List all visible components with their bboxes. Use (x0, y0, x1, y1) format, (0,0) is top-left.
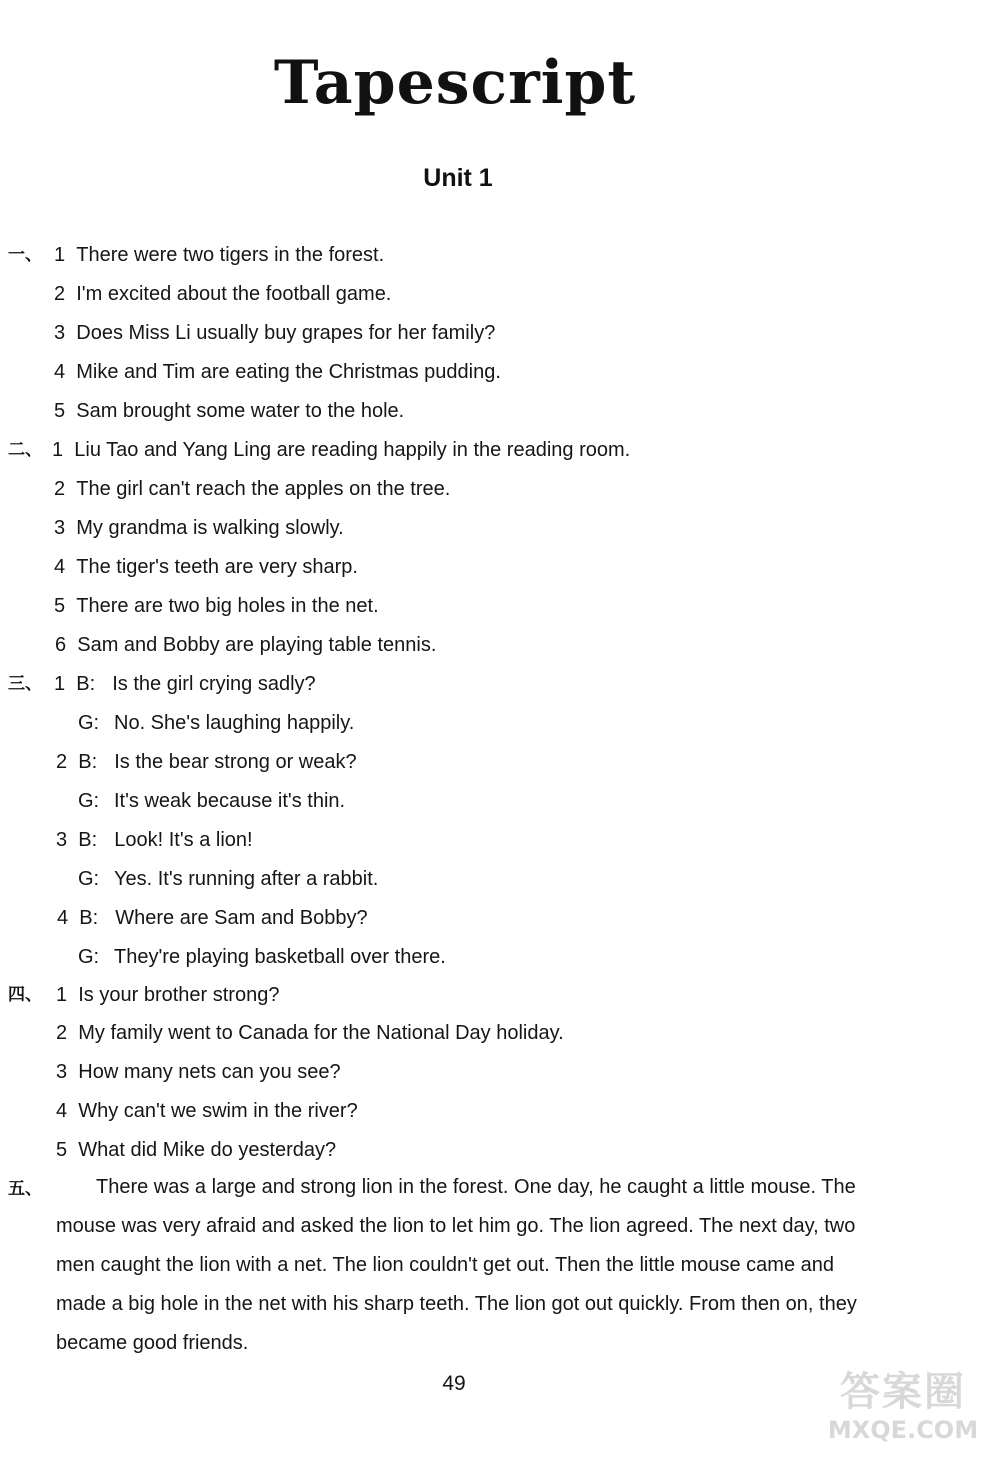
item-number: 3 (56, 829, 68, 851)
item-text: Is your brother strong? (78, 984, 280, 1006)
dialogue-text: They're playing basketball over there. (114, 946, 446, 968)
item-text: How many nets can you see? (78, 1061, 341, 1083)
list-item (56, 982, 279, 1008)
speaker-b-label: B: (79, 907, 99, 929)
dialogue-text: Is the bear strong or weak? (114, 751, 357, 773)
page-number: 49 (442, 1372, 466, 1395)
item-text: Sam brought some water to the hole. (76, 400, 405, 422)
list-item (55, 632, 436, 658)
item-text: What did Mike do yesterday? (78, 1139, 337, 1161)
watermark-text-cn: 答案圈 (840, 1369, 966, 1415)
section-marker-5: 五、 (8, 1179, 42, 1199)
item-text: Why can't we swim in the river? (78, 1100, 358, 1122)
speaker-g-label: G: (78, 790, 100, 812)
page-title: Tapescript (273, 48, 637, 118)
list-item (54, 593, 379, 619)
dialogue-line-g (78, 866, 378, 892)
speaker-g-label: G: (78, 712, 100, 734)
list-item (56, 1059, 341, 1085)
list-item (54, 554, 358, 580)
list-item (56, 1020, 564, 1046)
item-text: Does Miss Li usually buy grapes for her family? (76, 322, 496, 344)
dialogue-line-b (56, 749, 357, 775)
speaker-g-label: G: (78, 868, 100, 890)
dialogue-text: No. She's laughing happily. (114, 712, 355, 734)
item-number: 4 (54, 361, 66, 383)
speaker-b-label: B: (78, 829, 98, 851)
item-number: 3 (56, 1061, 68, 1083)
item-text: The tiger's teeth are very sharp. (76, 556, 358, 578)
section-marker-4: 四、 (8, 985, 42, 1005)
dialogue-text: Where are Sam and Bobby? (115, 907, 368, 929)
list-item (54, 320, 495, 346)
dialogue-text: Is the girl crying sadly? (112, 673, 316, 695)
list-item (54, 359, 501, 385)
item-text: Liu Tao and Yang Ling are reading happily in the reading room. (74, 439, 631, 461)
item-number: 4 (57, 907, 69, 929)
item-text: My grandma is walking slowly. (76, 517, 344, 539)
list-item (54, 242, 384, 268)
item-number: 2 (56, 751, 68, 773)
item-number: 5 (56, 1139, 68, 1161)
item-number: 5 (54, 595, 66, 617)
item-number: 3 (54, 322, 66, 344)
item-number: 5 (54, 400, 66, 422)
list-item (54, 515, 344, 541)
dialogue-line-b (56, 827, 253, 853)
story-paragraph: There was a large and strong lion in the forest. One day, he caught a little mouse. The mouse was very afraid and asked the lion to let him go. The lion agreed. The next day, two men caught the lion with a net. The lion couldn't get out. Then the little mouse came and made a big hole in the net with his sharp teeth. The lion got out quickly. From then on, they became good friends. (56, 1176, 857, 1354)
speaker-b-label: B: (76, 673, 96, 695)
item-number: 3 (54, 517, 66, 539)
list-item (54, 281, 391, 307)
item-text: My family went to Canada for the National Day holiday. (78, 1022, 564, 1044)
item-number: 4 (54, 556, 66, 578)
item-number: 2 (56, 1022, 68, 1044)
list-item (56, 1098, 358, 1124)
item-number: 2 (54, 283, 66, 305)
list-item (52, 437, 630, 463)
unit-heading: Unit 1 (423, 164, 493, 192)
dialogue-line-g (78, 788, 345, 814)
item-text: Mike and Tim are eating the Christmas pudding. (76, 361, 501, 383)
item-number: 1 (54, 673, 66, 695)
item-number: 4 (56, 1100, 68, 1122)
item-number: 2 (54, 478, 66, 500)
dialogue-line-g (78, 944, 446, 970)
speaker-b-label: B: (78, 751, 98, 773)
watermark (818, 1368, 988, 1444)
dialogue-text: It's weak because it's thin. (114, 790, 346, 812)
section-marker-1: 一、 (8, 245, 42, 265)
item-number: 6 (55, 634, 67, 656)
speaker-g-label: G: (78, 946, 100, 968)
item-number: 1 (52, 439, 64, 461)
list-item (54, 398, 404, 424)
item-text: There were two tigers in the forest. (76, 244, 385, 266)
dialogue-line-g (78, 710, 354, 736)
dialogue-text: Look! It's a lion! (114, 829, 253, 851)
item-number: 1 (54, 244, 66, 266)
dialogue-line-b (57, 905, 368, 931)
item-text: The girl can't reach the apples on the tree. (76, 478, 451, 500)
item-text: There are two big holes in the net. (76, 595, 379, 617)
section-marker-3: 三、 (8, 674, 42, 694)
section-marker-2: 二、 (8, 440, 42, 460)
watermark-text-en: MXQE.COM (827, 1416, 979, 1444)
dialogue-text: Yes. It's running after a rabbit. (114, 868, 379, 890)
item-text: Sam and Bobby are playing table tennis. (77, 634, 437, 656)
dialogue-line-b (54, 671, 316, 697)
item-number: 1 (56, 984, 68, 1006)
list-item (56, 1137, 336, 1163)
list-item (54, 476, 450, 502)
item-text: I'm excited about the football game. (76, 283, 392, 305)
